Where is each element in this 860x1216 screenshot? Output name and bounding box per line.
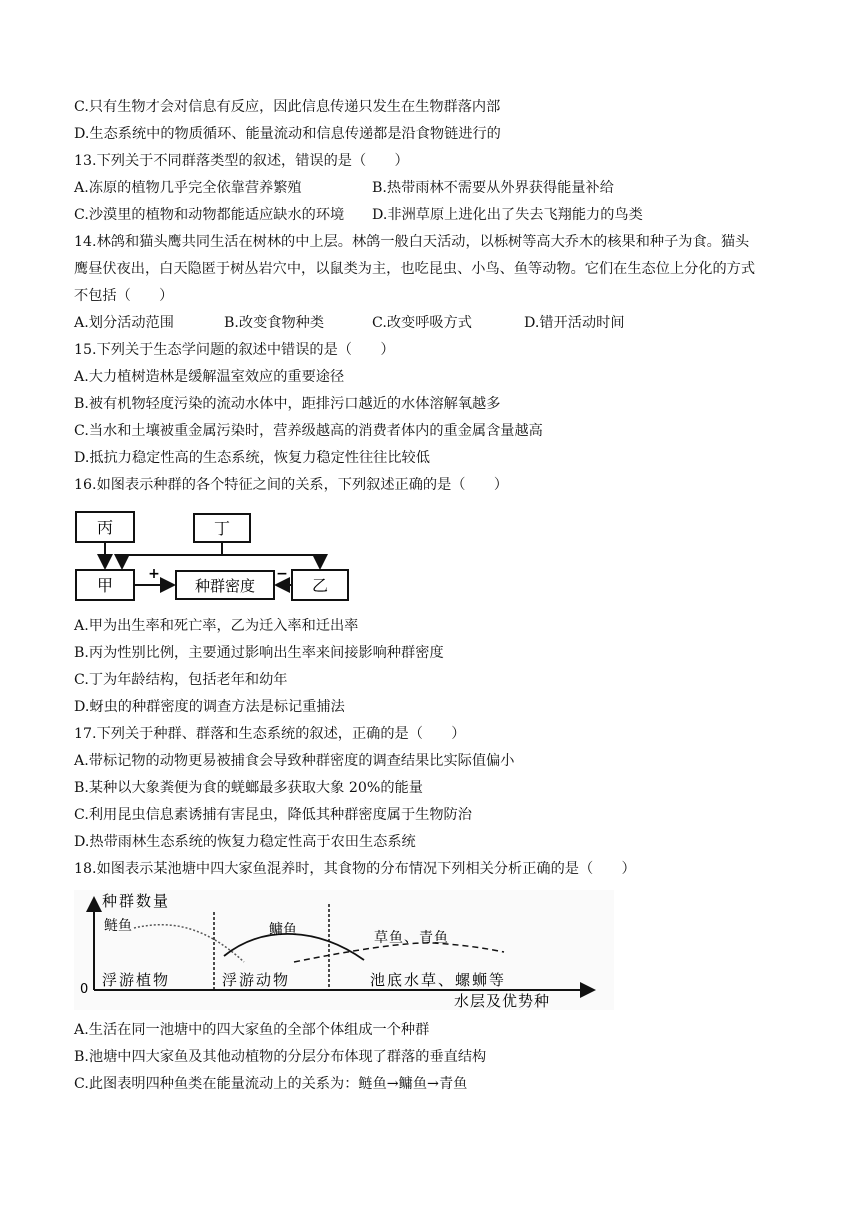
question-14-line1: 14.林鸽和猫头鹰共同生活在树林的中上层。林鸽一般白天活动，以栎树等高大乔木的核果和种子为食。猫头 (74, 234, 750, 250)
question-14-line3: 不包括（ ） (74, 288, 174, 304)
option-a-q14: A.划分活动范围 (74, 315, 174, 331)
option-a-q15: A.大力植树造林是缓解温室效应的重要途径 (74, 369, 345, 385)
option-d-q13: D.非洲草原上进化出了失去飞翔能力的鸟类 (372, 207, 643, 223)
option-b-q17: B.某种以大象粪便为食的蜣螂最多获取大象 20%的能量 (74, 780, 423, 796)
option-b-q15: B.被有机物轻度污染的流动水体中，距排污口越近的水体溶解氧越多 (74, 396, 501, 412)
option-c-q17: C.利用昆虫信息素诱捕有害昆虫，降低其种群密度属于生物防治 (74, 807, 472, 823)
label-bottom-food: 池底水草、螺蛳等 (370, 971, 507, 989)
population-feature-diagram (72, 508, 362, 608)
label-minus: − (276, 566, 288, 582)
option-c-q13: C.沙漠里的植物和动物都能适应缺水的环境 (74, 207, 345, 223)
x-axis-label: 水层及优势种 (454, 992, 551, 1010)
option-d-q17: D.热带雨林生态系统的恢复力稳定性高于农田生态系统 (74, 834, 416, 850)
label-density: 种群密度 (194, 577, 256, 595)
arrow-ding-to-jia (122, 555, 222, 568)
question-17: 17.下列关于种群、群落和生态系统的叙述，正确的是（ ） (74, 726, 466, 742)
label-phytoplankton: 浮游植物 (102, 971, 171, 989)
option-b-q13: B.热带雨林不需要从外界获得能量补给 (372, 180, 614, 196)
label-plus: + (148, 566, 160, 582)
option-b-q16: B.丙为性别比例，主要通过影响出生率来间接影响种群密度 (74, 645, 444, 661)
arrow-ding-to-yi (222, 555, 320, 568)
option-d-q12: D.生态系统中的物质循环、能量流动和信息传递都是沿食物链进行的 (74, 126, 501, 142)
option-a-q17: A.带标记物的动物更易被捕食会导致种群密度的调查结果比实际值偏小 (74, 753, 515, 769)
label-silver-carp: 鲢鱼 (104, 918, 132, 934)
option-d-q16: D.蚜虫的种群密度的调查方法是标记重捕法 (74, 699, 345, 715)
option-c-q15: C.当水和土壤被重金属污染时，营养级越高的消费者体内的重金属含量越高 (74, 423, 543, 439)
option-b-q18: B.池塘中四大家鱼及其他动植物的分层分布体现了群落的垂直结构 (74, 1049, 487, 1065)
label-ding: 丁 (213, 519, 231, 538)
question-18: 18.如图表示某池塘中四大家鱼混养时，其食物的分布情况下列相关分析正确的是（ ） (74, 861, 636, 877)
question-14-line2: 鹰昼伏夜出，白天隐匿于树丛岩穴中，以鼠类为主，也吃昆虫、小鸟、鱼等动物。它们在生态位上分化的方式 (74, 261, 756, 277)
option-c-q14: C.改变呼吸方式 (372, 315, 472, 331)
label-bing: 丙 (96, 518, 114, 537)
option-a-q16: A.甲为出生率和死亡率，乙为迁入率和迁出率 (74, 618, 359, 634)
label-bighead-carp: 鳙鱼 (269, 922, 297, 938)
fish-food-distribution-diagram (74, 890, 614, 1010)
y-axis-label: 种群数量 (102, 892, 171, 910)
label-zooplankton: 浮游动物 (222, 971, 291, 989)
option-a-q13: A.冻原的植物几乎完全依靠营养繁殖 (74, 180, 302, 196)
label-jia: 甲 (96, 576, 114, 595)
option-c-q18: C.此图表明四种鱼类在能量流动上的关系为：鲢鱼→鳙鱼→青鱼 (74, 1076, 468, 1092)
option-c-q16: C.丁为年龄结构，包括老年和幼年 (74, 672, 288, 688)
option-c-q12: C.只有生物才会对信息有反应，因此信息传递只发生在生物群落内部 (74, 99, 501, 115)
question-15: 15.下列关于生态学问题的叙述中错误的是（ ） (74, 342, 395, 358)
question-16: 16.如图表示种群的各个特征之间的关系，下列叙述正确的是（ ） (74, 477, 509, 493)
option-d-q14: D.错开活动时间 (524, 315, 625, 331)
option-d-q15: D.抵抗力稳定性高的生态系统，恢复力稳定性往往比较低 (74, 450, 430, 466)
label-grass-black-carp: 草鱼、青鱼 (374, 930, 449, 946)
option-a-q18: A.生活在同一池塘中的四大家鱼的全部个体组成一个种群 (74, 1022, 430, 1038)
question-13: 13.下列关于不同群落类型的叙述，错误的是（ ） (74, 153, 409, 169)
origin-label: 0 (80, 982, 89, 997)
option-b-q14: B.改变食物种类 (224, 315, 325, 331)
label-yi: 乙 (311, 576, 329, 595)
